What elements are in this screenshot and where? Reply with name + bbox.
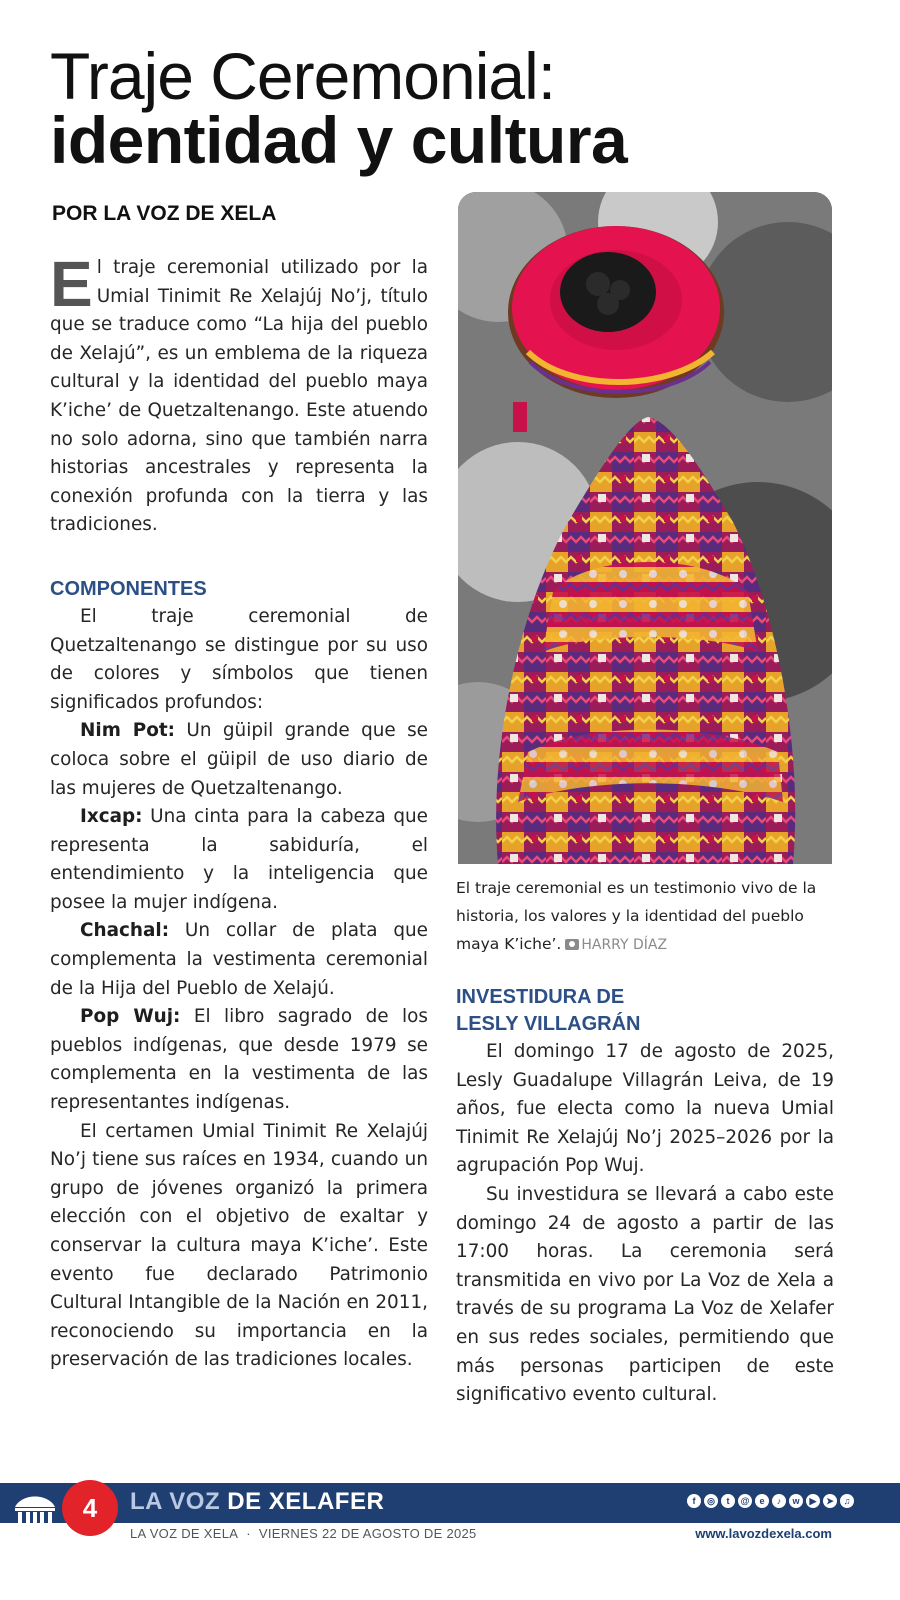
byline: POR LA VOZ DE XELA (52, 202, 277, 225)
whatsapp-icon[interactable]: w (789, 1494, 803, 1508)
twitter-icon[interactable]: t (721, 1494, 735, 1508)
website-link[interactable]: www.lavozdexela.com (695, 1526, 832, 1541)
brand-part1: LA VOZ (130, 1488, 221, 1515)
component-term: Chachal: (80, 920, 170, 942)
component-text: Un collar de plata que complementa la vestimenta ceremonial de la Hija del Pueblo de Xelajú. (50, 920, 428, 999)
component-item (50, 1003, 428, 1117)
component-item (50, 917, 428, 1003)
components-intro: El traje ceremonial de Quetzaltenango se distingue por su uso de colores y símbolos que tienen significados profundos: (50, 605, 428, 713)
tiktok-icon[interactable]: ♫ (840, 1494, 854, 1508)
telegram-icon[interactable]: ➤ (823, 1494, 837, 1508)
investiture-heading-line2: LESLY VILLAGRÁN (456, 1013, 641, 1035)
podcast-icon[interactable]: ♪ (772, 1494, 786, 1508)
page-number: 4 (62, 1480, 118, 1536)
component-item (50, 803, 428, 917)
component-text: Un güipil grande que se coloca sobre el güipil de uso diario de las mujeres de Quetzaltenango. (50, 720, 428, 799)
left-column (50, 248, 428, 1375)
photo-credit: HARRY DÍAZ (581, 937, 668, 953)
youtube-icon[interactable]: ▶ (806, 1494, 820, 1508)
camera-icon (565, 939, 579, 950)
ceremonial-dress-photo (458, 192, 832, 864)
investiture-paragraph-2: Su investidura se llevará a cabo este domingo 24 de agosto a partir de las 17:00 horas. La ceremonia será transmitida en vivo por La Voz de Xela a través de su programa La Voz de Xelafer en sus redes sociales, permitiendo que más personas participen de este significativo evento cultural. (456, 1183, 834, 1406)
publication-name: LA VOZ DE XELA (130, 1526, 239, 1541)
component-term: Nim Pot: (80, 720, 176, 742)
threads-icon[interactable]: @ (738, 1494, 752, 1508)
component-term: Ixcap: (80, 806, 143, 828)
component-item (50, 717, 428, 803)
footer-brand (130, 1488, 384, 1516)
social-icons (687, 1494, 854, 1508)
components-heading: COMPONENTES (50, 577, 207, 600)
instagram-icon[interactable]: ◎ (704, 1494, 718, 1508)
publication-date: VIERNES 22 DE AGOSTO DE 2025 (258, 1526, 477, 1541)
facebook-icon[interactable]: f (687, 1494, 701, 1508)
email-icon[interactable]: e (755, 1494, 769, 1508)
investiture-heading (456, 984, 834, 1038)
drop-cap: E (50, 248, 93, 320)
photo-caption-block (456, 874, 836, 959)
investiture-heading-line1: INVESTIDURA DE (456, 986, 625, 1008)
footer-rule (0, 1521, 900, 1523)
intro-paragraph (50, 248, 428, 540)
article-title-line1: Traje Ceremonial: (50, 39, 556, 113)
component-term: Pop Wuj: (80, 1006, 181, 1028)
brand-part2: DE XELAFER (220, 1488, 385, 1515)
footer-separator: · (246, 1526, 251, 1541)
footer-info (130, 1526, 477, 1541)
component-text: El libro sagrado de los pueblos indígenas, que desde 1979 se complementa en la vestimenta de las representantes indígenas. (50, 1006, 428, 1114)
newspaper-logo-icon (12, 1489, 58, 1531)
component-text: Una cinta para la cabeza que representa la sabiduría, el entendimiento y la inteligencia que posee la mujer indígena. (50, 806, 428, 913)
history-paragraph: El certamen Umial Tinimit Re Xelajúj No’j tiene sus raíces en 1934, cuando un grupo de jóvenes organizó la primera elección con el objetivo de exaltar y conservar la cultura maya K’iche’. Este evento fue declarado Patrimonio Cultural Intangible de la Nación en 2011, reconociendo su importancia en la preservación de las tradiciones locales. (50, 1120, 428, 1371)
investiture-paragraph-1: El domingo 17 de agosto de 2025, Lesly Guadalupe Villagrán Leiva, de 19 años, fue electa como la nueva Umial Tinimit Re Xelajúj No’j 2025–2026 por la agrupación Pop Wuj. (456, 1041, 834, 1177)
article-title-line2: identidad y cultura (50, 103, 628, 177)
intro-text: l traje ceremonial utilizado por la Umial Tinimit Re Xelajúj No’j, título que se traduce como “La hija del pueblo de Xelajú”, es un emblema de la riqueza cultural y la identidad del pueblo maya K’iche’ de Quetzaltenango. Este atuendo no solo adorna, sino que también narra historias ancestrales y representa la conexión profunda con la tierra y las tradiciones. (50, 257, 428, 536)
right-column (456, 984, 834, 1410)
photo-caption: El traje ceremonial es un testimonio vivo de la historia, los valores y la identidad del pueblo maya K’iche’. (456, 879, 817, 953)
